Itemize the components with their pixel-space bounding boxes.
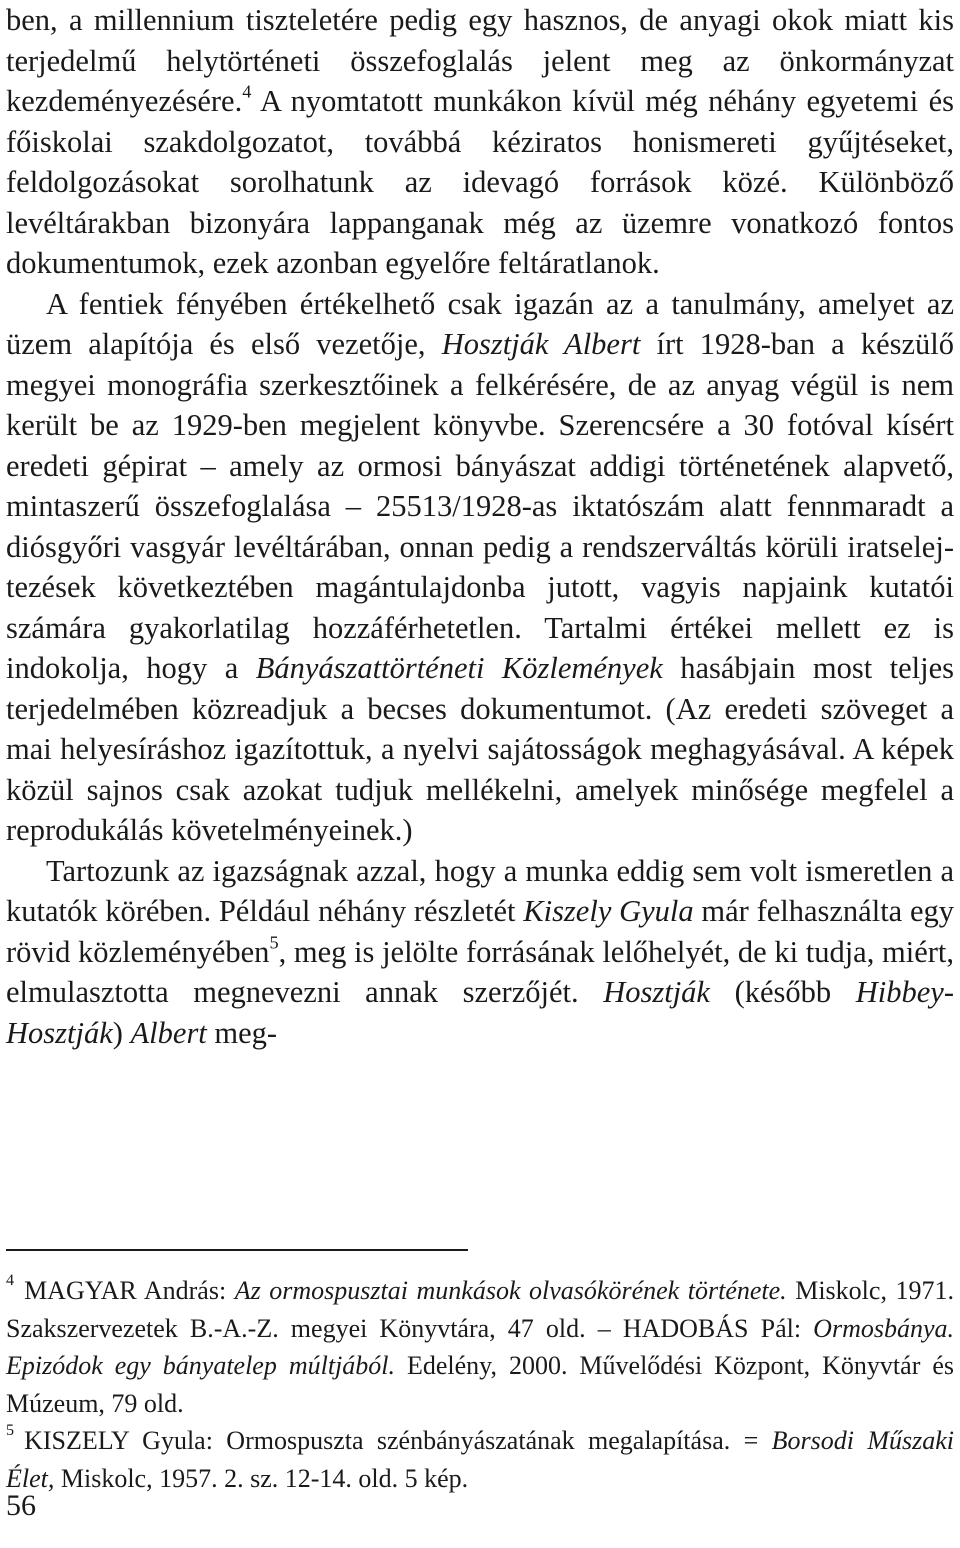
paragraph-3-italic-firstname: Albert — [130, 1015, 207, 1050]
paragraph-3-text-e: ) — [112, 1015, 123, 1050]
paragraph-2-italic-journal: Bányászattörténeti Közlemények — [255, 651, 663, 685]
paragraph-2-italic-name: Hosztják Albert — [441, 327, 641, 361]
footnote-separator — [6, 1249, 468, 1251]
footnote-ref-5: 5 — [269, 931, 279, 952]
footnote-ref-4: 4 — [242, 81, 252, 102]
page-number: 56 — [6, 1489, 36, 1522]
footnote-4-text-c: Edelény, 2000. Művelődési Központ, Könyvtár és Múzeum, 79 old. — [6, 1351, 954, 1418]
paragraph-3-italic-name: Kiszely Gyula — [523, 894, 694, 928]
paragraph-3-text-a: Tartozunk az igazságnak azzal, hogy a munka eddig sem volt ismeretlen a kutatók körében. Például néhány részletét — [6, 853, 954, 928]
footnote-5-number: 5 — [6, 1422, 15, 1440]
paragraph-1 — [6, 0, 954, 284]
body-text — [6, 0, 954, 1053]
footnote-5-italic-journal: Borsodi Műszaki Élet, — [6, 1426, 955, 1493]
footnote-4-italic-title: Az ormospusztai munkások olvasókörének története. — [234, 1276, 787, 1305]
paragraph-3-italic-surname: Hosztják — [603, 975, 710, 1009]
footnote-4-text-b: Miskolc, 1971. Szakszervezetek B.-A.-Z. megyei Könyvtára, 47 old. – HADOBÁS Pál: — [6, 1276, 954, 1343]
paragraph-3-text-b: már felhasználta egy rövid közleményében — [6, 894, 954, 969]
footnote-4-number: 4 — [6, 1272, 15, 1290]
paragraph-3-italic-fullname: Hibbey-Hosztják — [6, 975, 954, 1050]
footnote-5-text-b: Miskolc, 1957. 2. sz. 12-14. old. 5 kép. — [54, 1463, 469, 1493]
footnotes — [6, 1272, 954, 1497]
paragraph-2 — [6, 284, 954, 851]
paragraph-3-text-d: (később — [709, 975, 832, 1009]
footnote-4-text-a: MAGYAR András: — [24, 1276, 227, 1305]
paragraph-3-text-f: meg- — [206, 1015, 278, 1050]
paragraph-1-text-b: A nyomtatott munkákon kívül még néhány egyetemi és főiskolai szakdolgozatot, továbbá kéziratos honismereti gyűjtéseket, feldolgozásokat sorolhatunk az idevagó források közé. Különböző levéltárakban bizonyára lappanganak még az üzemre vonatkozó fontos dokumentumok, ezek azonban egyelőre feltáratlanok. — [6, 84, 954, 280]
paragraph-1-text-a: ben, a millennium tiszteletére pedig egy hasznos, de anyagi okok miatt kis terjedelmű helytörténeti összefoglalás jelent meg az önkormányzat kezdeményezésére. — [6, 3, 954, 118]
footnote-5-text-a: KISZELY Gyula: Ormospuszta szénbányászatának megalapítása. = — [24, 1426, 759, 1455]
paragraph-2-text-a: A fentiek fényében értékelhető csak igazán az a tanulmány, amelyet az üzem alapítója és első vezetője, — [6, 286, 954, 361]
paragraph-3-text-c: , meg is jelölte forrásának lelőhelyét, de ki tudja, miért, elmulasztotta megnevezni annak szerzőjét. — [6, 934, 954, 1009]
paragraph-2-text-c: hasábjain most teljes terjedelmében közreadjuk a becses dokumentumot. (Az eredeti szöveget a mai helyesíráshoz igazítottuk, a nyelvi sajátosságok meghagyásával. A képek közül sajnos csak azokat tudjuk mellékelni, amelyek minősége megfelel a reprodukálás követelményeinek.) — [6, 651, 954, 847]
footnote-4-italic-title-2: Ormosbánya. Epizódok egy bányatelep múltjából. — [6, 1313, 955, 1380]
footnote-4 — [6, 1272, 954, 1422]
footnote-5 — [6, 1422, 954, 1497]
paragraph-2-text-b: írt 1928-ban a készülő megyei monográfia szerkesztőinek a felkérésére, de az anyag végül is nem került be az 1929-ben megjelent könyvbe. Szerencsére a 30 fotóval kísért eredeti gépirat – amely az ormosi bányászat addigi történetének alapvető, mintaszerű összefoglalása – 25513/1928-as iktatószám alatt fennmaradt a diósgyőri vasgyár levéltárában, onnan pedig a rendszerváltás körüli iratselejtezések következtében magántulajdonba jutott, vagyis napjaink kutatói számára gyakorlatilag hozzáférhetetlen. Tartalmi értékei mellett ez is indokolja, hogy a — [6, 327, 954, 685]
paragraph-3 — [6, 851, 954, 1054]
